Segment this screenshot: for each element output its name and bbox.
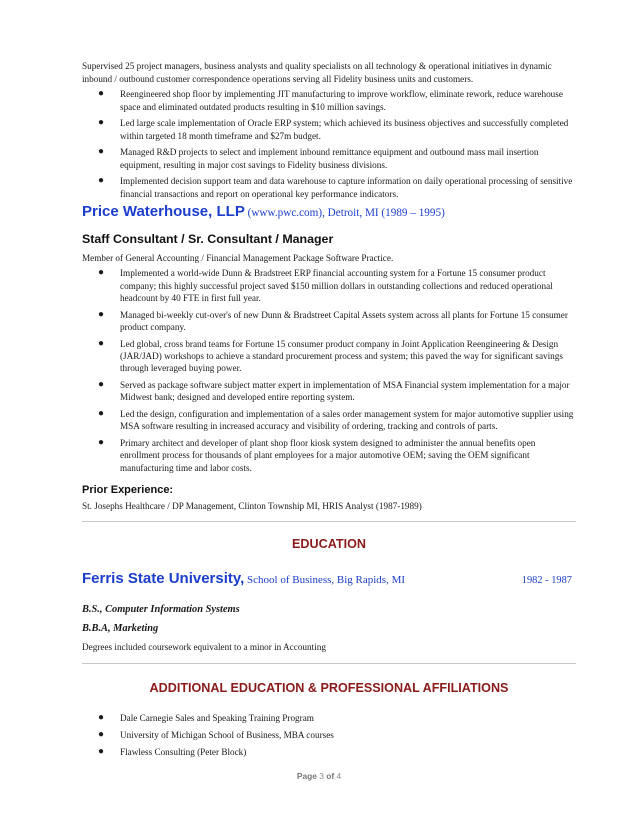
list-item: ● Dale Carnegie Sales and Speaking Training Program bbox=[98, 711, 314, 723]
school-heading bbox=[82, 570, 405, 588]
prior-experience-text: St. Josephs Healthcare / DP Management, Clinton Township MI, HRIS Analyst (1987-1989) bbox=[82, 501, 422, 512]
bullet-icon: ● bbox=[98, 308, 105, 320]
list-item: ● Implemented decision support team and data warehouse to capture information on daily operational processing of sensitive financial transactions and report on operational key performance indicators. bbox=[98, 175, 573, 199]
school-details: School of Business, Big Rapids, MI bbox=[244, 574, 406, 587]
education-heading: EDUCATION bbox=[292, 537, 366, 552]
bullet-icon: ● bbox=[98, 175, 105, 187]
intro-paragraph: Supervised 25 project managers, business analysts and quality specialists on all technology & operational initiatives in dynamic inbound / outbound customer correspondence operations serving all Fidelity business units and customers. bbox=[82, 61, 552, 84]
list-item: ● Managed R&D projects to select and implement inbound remittance equipment and outbound mass mail insertion equipment, resulting in major cost savings to Fidelity business divisions. bbox=[98, 146, 539, 170]
practice-description: Member of General Accounting / Financial Management Package Software Practice. bbox=[82, 253, 394, 264]
bullet-icon: ● bbox=[98, 379, 105, 390]
bullet-icon: ● bbox=[98, 437, 105, 448]
prior-experience-heading: Prior Experience: bbox=[82, 484, 174, 497]
bullet-icon: ● bbox=[98, 337, 105, 349]
bullet-icon: ● bbox=[98, 728, 105, 740]
bullet-icon: ● bbox=[98, 88, 105, 100]
bullet-icon: ● bbox=[98, 408, 105, 419]
pw-bullet-list bbox=[82, 267, 576, 474]
section-divider bbox=[82, 521, 576, 522]
degree-note: Degrees included coursework equivalent to a minor in Accounting bbox=[82, 642, 326, 653]
of-word: of bbox=[326, 771, 335, 781]
list-item: ● Served as package software subject matter expert in implementation of MSA Financial system implementation for a major Midwest bank; designed and developed entire reporting system. bbox=[98, 379, 570, 403]
resume-page bbox=[82, 60, 576, 763]
page-word: Page bbox=[296, 771, 317, 781]
job-title: Staff Consultant / Sr. Consultant / Manager bbox=[82, 232, 334, 247]
bullet-icon: ● bbox=[98, 711, 105, 723]
list-item: ● Primary architect and developer of plant shop floor kiosk system designed to administer the annual benefits open enrollment process for thousands of plant employees for a major automotive OEM; saving the OEM significant manufacturing time and labor costs. bbox=[98, 437, 536, 473]
list-item: ● Implemented a world-wide Dunn & Bradstreet ERP financial accounting system for a Fortune 15 consumer product company; this highly successful project saved $150 million dollars in outstanding collections and reduced operational headcount by 40 FTE in first full year. bbox=[98, 267, 553, 303]
bullet-icon: ● bbox=[98, 146, 105, 158]
company-name: Price Waterhouse, LLP bbox=[82, 203, 245, 221]
list-item: ● Led global, cross brand teams for Fortune 15 consumer product company in Joint Application Reengineering & Design (JAR/JAD) workshops to achieve a standard procurement process and system; this paved the way for significant savings through leveraged buying power. bbox=[98, 337, 563, 374]
degree-bs: B.S., Computer Information Systems bbox=[82, 604, 240, 616]
page-total: 4 bbox=[336, 771, 342, 781]
bullet-icon: ● bbox=[98, 117, 105, 129]
school-years: 1982 - 1987 bbox=[521, 575, 572, 587]
list-item: ● Led the design, configuration and implementation of a sales order management system for major automotive supplier using MSA software resulting in increased accuracy and visibility of ordering, tracking and controls of parts. bbox=[98, 408, 574, 432]
list-item: ● Flawless Consulting (Peter Block) bbox=[98, 745, 247, 757]
section-divider bbox=[82, 663, 576, 664]
bullet-icon: ● bbox=[98, 745, 105, 757]
additional-education-heading: ADDITIONAL EDUCATION & PROFESSIONAL AFFILIATIONS bbox=[149, 680, 509, 695]
bullet-icon: ● bbox=[98, 267, 105, 279]
degree-bba: B.B.A, Marketing bbox=[82, 623, 159, 635]
page-footer bbox=[0, 771, 638, 781]
company-heading bbox=[82, 204, 576, 221]
school-name: Ferris State University, bbox=[82, 570, 245, 588]
list-item: ● Led large scale implementation of Oracle ERP system; which achieved its business objectives and successfully completed within targeted 18 month timeframe and $27m budget. bbox=[98, 117, 569, 141]
company-details: (www.pwc.com), Detroit, MI (1989 – 1995) bbox=[244, 207, 445, 220]
page-number: 3 bbox=[319, 771, 324, 781]
fidelity-bullet-list bbox=[82, 88, 576, 200]
list-item: ● University of Michigan School of Business, MBA courses bbox=[98, 728, 334, 740]
list-item: ● Managed bi-weekly cut-over's of new Dunn & Bradstreet Capital Assets system across all plants for Fortune 15 consumer product company. bbox=[98, 308, 568, 332]
affiliations-list bbox=[82, 712, 576, 758]
school-row bbox=[82, 570, 576, 588]
list-item: ● Reengineered shop floor by implementing JIT manufacturing to improve workflow, eliminate rework, reduce warehouse space and eliminated outdated products resulting in $10 million savings. bbox=[98, 88, 563, 112]
